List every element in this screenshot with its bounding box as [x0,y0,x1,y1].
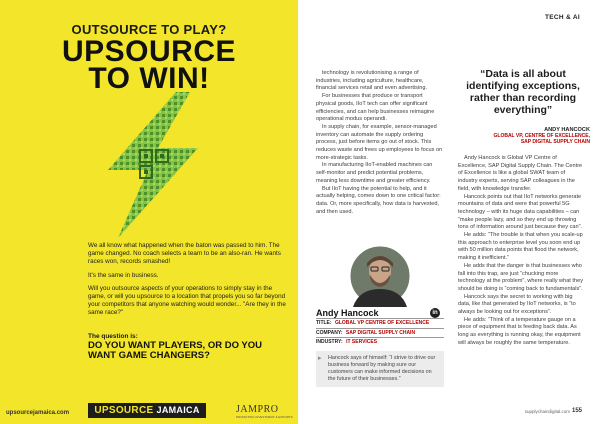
profile-title-row [316,318,444,328]
article-paragraph: Hancock says the secret to working with big data, like that generated by IIoT networks, is “to always be looking out for exceptions”. [458,293,576,316]
linkedin-icon[interactable]: in [430,308,440,318]
logo-accent-text: JAMAICA [156,405,200,415]
jampro-tagline: PROMOTING INVESTMENT & EXPORTS [236,415,293,419]
question-text: DO YOU WANT PLAYERS, OR DO YOU WANT GAME CHANGERS? [88,340,263,361]
article-paragraph: For businesses that produce or transport physical goods, IIoT tech can offer significant efficiencies, and can help businesses reimagine operational modus operandi. [316,93,435,123]
profile-quote-box [316,351,444,388]
headline-line-1: UPSOURCE [61,35,237,68]
article-paragraph: But IIoT having the potential to help, and it actually helping, comes down to one critical factor: data. Or, more specifically, how data is harvested, and then used. [316,185,441,215]
question-lead: The question is: [88,333,138,340]
profile-industry-row [316,337,444,347]
article-paragraph: In manufacturing IIoT-enabled machines can self-monitor and predict potential problems, meaning less downtime and greater efficiency. [316,162,433,184]
advert-website-link[interactable]: upsourcejamaica.com [6,410,70,416]
attribution-role-line-2: SAP DIGITAL SUPPLY CHAIN [520,139,590,145]
attribution-role-line-1: GLOBAL VP, CENTRE OF EXCELLENCE, [493,133,590,139]
article-paragraph: Andy Hancock is Global VP Centre of Excellence, SAP Digital Supply Chain. The Centre of Excellence is like a global SWAT team of industry experts, serving SAP colleagues in the field, with knowledge transfer. [458,155,583,192]
intro-paragraph: Will you outsource aspects of your operations to simply stay in the game, or will you upsource to a location that propels you so far beyond your competitors that anyone watching would wonder... "Are they in the same race?" [88,284,286,317]
profile-company-value: SAP DIGITAL SUPPLY CHAIN [345,329,416,336]
profile-name-text: Andy Hancock [316,308,379,318]
advert-headline [0,35,298,95]
pull-quote: “Data is all about identifying exceptions, rather than recording everything” [466,68,580,116]
profile-quote: Hancock says of himself: “I strive to drive our business forward by making sure our customers can make informed decisions on the future of their businesses.” [328,354,436,383]
article-paragraph: He adds: “The trouble is that when you scale-up this approach to enterprise level you soon end up with 50 million data points that flood the network, making it inefficient.” [458,232,583,262]
advert-kicker: OUTSOURCE TO PLAY? [71,22,227,37]
advert-page [0,0,298,424]
article-column-2 [458,155,586,348]
article-paragraph: He adds that the danger is that businesses who fall into this trap, are just “chucking more technology at the problem”, where really what they should be doing is “coming back to fundamentals”. [458,262,583,292]
article-paragraph: In supply chain, for example, sensor-managed inventory can automate the supply ordering process, just before items go out of stock. This reduces waste and frees up employees to focus on more-strategic tasks. [316,123,443,161]
upsource-jamaica-logo [88,403,206,418]
advert-intro [88,242,288,323]
article-column-1 [316,70,444,216]
profile-name [316,308,444,318]
quote-arrow-icon: ▸ [318,354,322,362]
logo-main-text: UPSOURCE [94,405,154,416]
profile-company-row [316,328,444,338]
headline-line-2: TO WIN! [88,62,210,95]
jampro-logo: JAMPRO [236,404,279,415]
attribution-name: ANDY HANCOCK [544,127,590,133]
article-paragraph: Hancock points out that IIoT networks generate mountains of data and were that powerful 5G technology – with its huge data capabilities – can “make people lazy, and so they end up throwing tons of information around just because they can”. [458,193,583,231]
article-paragraph: technology is revolutionising a range of industries, including agriculture, healthcare, financial services retail and even advertising. [316,70,428,92]
article-paragraph: He adds: “Think of a temperature gauge on a piece of equipment that is feeding back data. As long as everything is running okay, the equipment will always be roughly the same temperature. [458,316,581,346]
profile-title-value: GLOBAL VP CENTRE OF EXCELLENCE [334,320,430,326]
qr-lightning-bolt-graphic [78,90,228,240]
article-page [298,0,600,424]
advert-footer [0,398,298,424]
pull-quote-attribution [456,127,590,145]
profile-industry-key: INDUSTRY: [316,339,343,345]
intro-paragraph: It's the same in business. [88,271,159,279]
profile-card [316,245,444,387]
profile-company-key: COMPANY: [316,329,343,336]
article-website-link[interactable]: supplychaindigital.com [524,409,570,414]
profile-title-key: TITLE: [316,320,332,326]
article-footer [298,406,600,420]
section-label: TECH & AI [545,14,580,21]
profile-industry-value: IT SERVICES [346,339,378,345]
profile-photo [339,245,421,307]
intro-paragraph: We all know what happened when the baton was passed to him. The game changed. No coach selects a team to be an also-ran. He wants races won, records smashed! [88,242,281,266]
page-number: 155 [571,408,582,414]
advert-question [88,333,288,361]
